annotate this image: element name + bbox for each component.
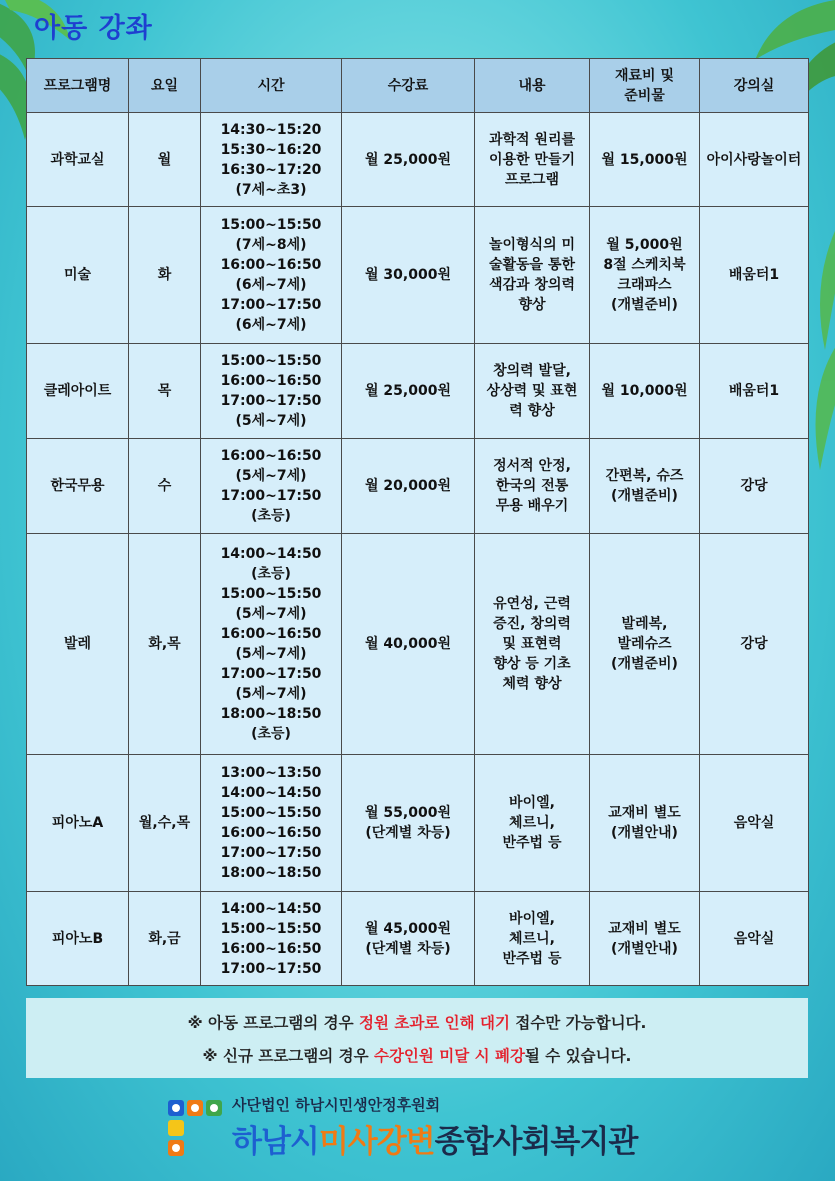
program-fee: 월 40,000원 [342, 534, 475, 755]
program-time: 14:30~15:20 15:30~16:20 16:30~17:20 (7세~초3) [201, 113, 342, 207]
program-fee: 월 55,000원 (단계별 차등) [342, 755, 475, 892]
program-time: 14:00~14:50 (초등) 15:00~15:50 (5세~7세) 16:00~16:50 (5세~7세) 17:00~17:50 (5세~7세) 18:00~18:50 (초등) [201, 534, 342, 755]
program-room: 배움터1 [700, 207, 809, 344]
program-room: 음악실 [700, 892, 809, 986]
header-day: 요일 [129, 59, 201, 113]
organization-subtitle: 사단법인 하남시민생안정후원회 [232, 1096, 441, 1114]
program-time: 14:00~14:50 15:00~15:50 16:00~16:50 17:00~17:50 [201, 892, 342, 986]
notice-line-cancellation [203, 1044, 632, 1066]
notice-text: 될 수 있습니다. [524, 1046, 632, 1065]
program-material: 교재비 별도 (개별안내) [590, 892, 700, 986]
organization-name-part: 하남시 [232, 1124, 319, 1160]
table-row [27, 113, 809, 207]
page-title: 아동 강좌 [34, 13, 153, 44]
program-fee: 월 45,000원 (단계별 차등) [342, 892, 475, 986]
header-room: 강의실 [700, 59, 809, 113]
program-fee: 월 30,000원 [342, 207, 475, 344]
schedule-table [26, 58, 809, 986]
header-content: 내용 [475, 59, 590, 113]
program-fee: 월 25,000원 [342, 344, 475, 439]
organization-name [232, 1116, 637, 1161]
footer-organization [166, 1092, 686, 1164]
header-fee: 수강료 [342, 59, 475, 113]
program-time: 15:00~15:50 (7세~8세) 16:00~16:50 (6세~7세) 17:00~17:50 (6세~7세) [201, 207, 342, 344]
program-day: 화,목 [129, 534, 201, 755]
table-row [27, 892, 809, 986]
notice-highlight: 정원 초과로 인해 대기 [359, 1013, 510, 1032]
program-content: 바이엘, 체르니, 반주법 등 [475, 892, 590, 986]
program-content: 바이엘, 체르니, 반주법 등 [475, 755, 590, 892]
program-content: 과학적 원리를 이용한 만들기 프로그램 [475, 113, 590, 207]
program-time: 16:00~16:50 (5세~7세) 17:00~17:50 (초등) [201, 439, 342, 534]
program-day: 월 [129, 113, 201, 207]
program-day: 화 [129, 207, 201, 344]
program-name: 미술 [27, 207, 129, 344]
program-name: 한국무용 [27, 439, 129, 534]
program-material: 발레복, 발레슈즈 (개별준비) [590, 534, 700, 755]
program-name: 피아노B [27, 892, 129, 986]
header-material: 재료비 및 준비물 [590, 59, 700, 113]
table-row [27, 755, 809, 892]
program-day: 화,금 [129, 892, 201, 986]
notice-box [26, 998, 808, 1078]
organization-name-part: 미사강변 [318, 1124, 435, 1160]
program-fee: 월 25,000원 [342, 113, 475, 207]
welfare-center-logo-icon [166, 1096, 224, 1160]
program-material: 간편복, 슈즈 (개별준비) [590, 439, 700, 534]
program-room: 강당 [700, 439, 809, 534]
program-day: 월,수,목 [129, 755, 201, 892]
program-material: 월 15,000원 [590, 113, 700, 207]
table-header-row [27, 59, 809, 113]
table-row [27, 344, 809, 439]
program-room: 배움터1 [700, 344, 809, 439]
notice-line-waitlist [188, 1011, 647, 1033]
notice-text: ※ 신규 프로그램의 경우 [202, 1046, 374, 1065]
program-room: 강당 [700, 534, 809, 755]
program-time: 13:00~13:50 14:00~14:50 15:00~15:50 16:00~16:50 17:00~17:50 18:00~18:50 [201, 755, 342, 892]
program-day: 목 [129, 344, 201, 439]
program-name: 클레아이트 [27, 344, 129, 439]
table-row [27, 439, 809, 534]
program-content: 유연성, 근력 증진, 창의력 및 표현력 향상 등 기초 체력 향상 [475, 534, 590, 755]
program-time: 15:00~15:50 16:00~16:50 17:00~17:50 (5세~7세) [201, 344, 342, 439]
program-room: 아이사랑놀이터 [700, 113, 809, 207]
notice-text: ※ 아동 프로그램의 경우 [187, 1013, 359, 1032]
notice-text: 접수만 가능합니다. [509, 1013, 647, 1032]
program-material: 월 10,000원 [590, 344, 700, 439]
table-row [27, 534, 809, 755]
program-content: 놀이형식의 미 술활동을 통한 색감과 창의력 향상 [475, 207, 590, 344]
program-material: 월 5,000원 8절 스케치북 크래파스 (개별준비) [590, 207, 700, 344]
program-material: 교재비 별도 (개별안내) [590, 755, 700, 892]
program-day: 수 [129, 439, 201, 534]
program-name: 피아노A [27, 755, 129, 892]
organization-name-part: 종합사회복지관 [434, 1124, 638, 1160]
notice-highlight: 수강인원 미달 시 폐강 [373, 1046, 525, 1065]
header-program: 프로그램명 [27, 59, 129, 113]
program-room: 음악실 [700, 755, 809, 892]
program-content: 창의력 발달, 상상력 및 표현 력 향상 [475, 344, 590, 439]
program-name: 발레 [27, 534, 129, 755]
program-content: 정서적 안정, 한국의 전통 무용 배우기 [475, 439, 590, 534]
table-row [27, 207, 809, 344]
header-time: 시간 [201, 59, 342, 113]
program-fee: 월 20,000원 [342, 439, 475, 534]
program-name: 과학교실 [27, 113, 129, 207]
